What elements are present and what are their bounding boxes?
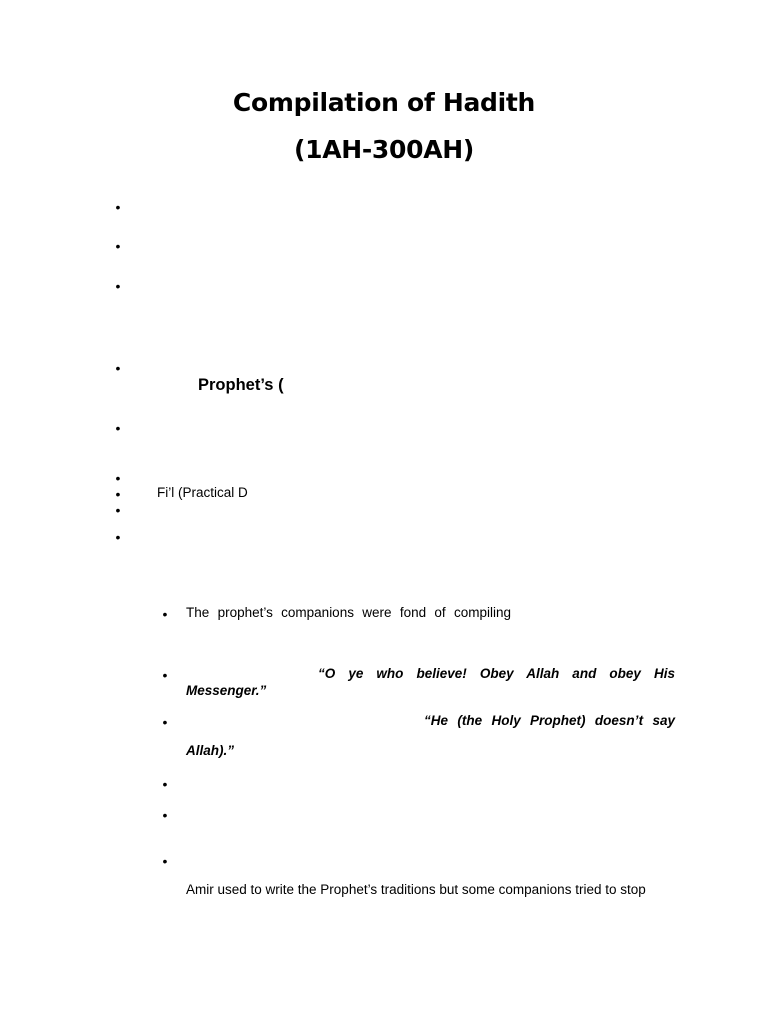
bullet-6: • <box>115 470 121 486</box>
bullet-1: • <box>115 199 121 215</box>
companions-text: The prophet’s companions were fond of compiling <box>186 605 511 620</box>
bullet-7: • <box>115 486 121 502</box>
quote-1-line-2: Messenger.” <box>186 683 267 698</box>
document-title-line-1: Compilation of Hadith <box>232 88 536 117</box>
quote-2-line-2: Allah).” <box>186 743 235 758</box>
quote-1-line-1: “O ye who believe! Obey Allah and obey His <box>318 666 675 681</box>
bullet-3: • <box>115 278 121 294</box>
amir-text: Amir used to write the Prophet’s traditions but some companions tried to stop <box>186 882 646 897</box>
bullet-13: • <box>162 776 168 792</box>
bullet-4: • <box>115 360 121 376</box>
document-title-line-2: (1AH-300AH) <box>293 135 475 164</box>
bullet-10: • <box>162 606 168 622</box>
bullet-12: • <box>162 714 168 730</box>
bullet-14: • <box>162 807 168 823</box>
bullet-9: • <box>115 529 121 545</box>
bullet-15: • <box>162 853 168 869</box>
bullet-5: • <box>115 420 121 436</box>
fil-text: Fi’l (Practical D <box>157 485 248 500</box>
quote-2-line-1: “He (the Holy Prophet) doesn’t say <box>424 713 675 728</box>
bullet-8: • <box>115 502 121 518</box>
prophets-text: Prophet’s ( <box>198 376 284 394</box>
bullet-11: • <box>162 667 168 683</box>
bullet-2: • <box>115 238 121 254</box>
